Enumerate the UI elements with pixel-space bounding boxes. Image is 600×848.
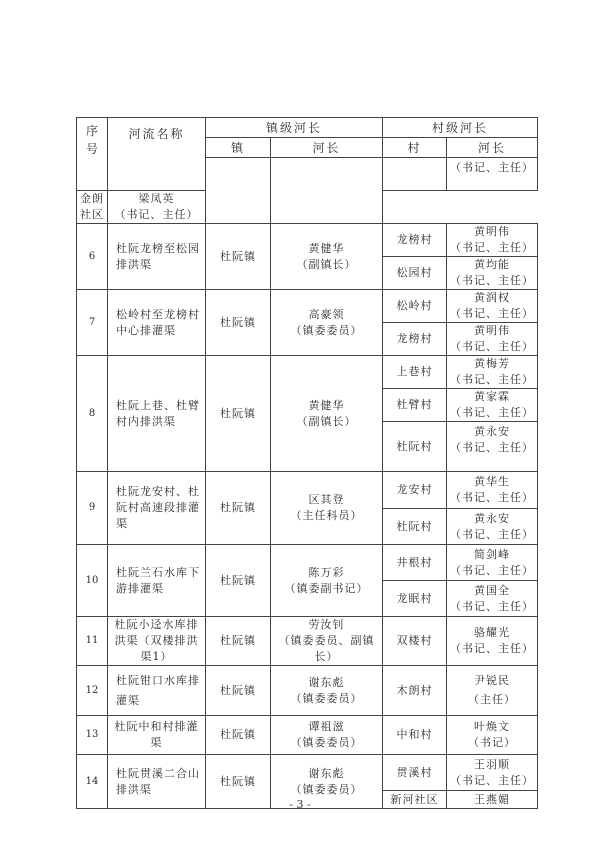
village-chief-cell: 黄永安 （书记、主任） [447, 422, 538, 472]
row-seq: 9 [77, 472, 108, 545]
header-seq: 序号 [77, 118, 108, 191]
village-cell: 双楼村 [383, 617, 447, 666]
town-chief-cell: 陈万彩 （镇委副书记） [271, 545, 383, 617]
town-cell: 杜阮镇 [206, 545, 271, 617]
village-chief-cell: 梁凤英 （书记、主任） [108, 191, 206, 224]
village-cell: 中和村 [383, 716, 447, 755]
town-cell: 杜阮镇 [206, 472, 271, 545]
header-town-chief: 河长 [271, 138, 383, 158]
river-name: 杜阮贯溪二合山排洪渠 [108, 755, 206, 809]
header-village-level: 村级河长 [383, 118, 538, 138]
village-cell: 杜阮村 [383, 509, 447, 545]
continuation-town [206, 158, 271, 224]
village-chief-cell: 王羽顺 （书记、主任） [447, 755, 538, 791]
header-river-name: 河流名称 [108, 118, 206, 191]
river-name: 杜阮钳口水库排灌渠 [108, 666, 206, 716]
page-number: - 3 - [289, 798, 311, 811]
header-town-level: 镇级河长 [206, 118, 383, 138]
town-cell: 杜阮镇 [206, 290, 271, 356]
village-cell: 龙榜村 [383, 224, 447, 257]
town-chief-cell: 谢东彪 （镇委委员） [271, 666, 383, 716]
village-cell: 龙榜村 [383, 323, 447, 356]
town-cell: 杜阮镇 [206, 356, 271, 472]
row-seq: 6 [77, 224, 108, 290]
row-seq: 14 [77, 755, 108, 809]
header-village: 村 [383, 138, 447, 158]
row-seq: 8 [77, 356, 108, 472]
village-chief-cell: 黄梅芳 （书记、主任） [447, 356, 538, 389]
row-seq: 12 [77, 666, 108, 716]
river-name: 杜阮中和村排灌渠 [108, 716, 206, 755]
village-cell: 井根村 [383, 545, 447, 581]
village-chief-cell: 黄明伟 （书记、主任） [447, 224, 538, 257]
village-chief-cell: 尹锐民 （主任） [447, 666, 538, 716]
village-chief-cell: 简剑峰 （书记、主任） [447, 545, 538, 581]
town-chief-cell: 黄健华 （副镇长） [271, 356, 383, 472]
row-seq: 11 [77, 617, 108, 666]
river-name: 杜阮小迳水库排洪渠（双楼排洪渠1） [108, 617, 206, 666]
river-chief-table [76, 117, 538, 809]
village-chief-cell: 黄家霖 （书记、主任） [447, 389, 538, 422]
town-cell: 杜阮镇 [206, 224, 271, 290]
village-chief-cell: 黄明伟 （书记、主任） [447, 323, 538, 356]
river-name: 杜阮龙榜至松园排洪渠 [108, 224, 206, 290]
row-seq: 13 [77, 716, 108, 755]
town-chief-cell: 高豪领 （镇委委员） [271, 290, 383, 356]
village-cell: 木朗村 [383, 666, 447, 716]
village-cell: 杜臂村 [383, 389, 447, 422]
header-town: 镇 [206, 138, 271, 158]
village-chief-cell: 黄润权 （书记、主任） [447, 290, 538, 323]
village-chief-cell: 黄华生 （书记、主任） [447, 472, 538, 509]
village-cell: 龙安村 [383, 472, 447, 509]
town-chief-cell: 黄健华 （副镇长） [271, 224, 383, 290]
header-village-chief: 河长 [447, 138, 538, 158]
row-seq: 10 [77, 545, 108, 617]
continuation-village-chief: （书记、主任） [447, 158, 538, 191]
village-chief-cell: 骆耀光 （书记、主任） [447, 617, 538, 666]
river-name: 杜阮上巷、杜臂村内排洪渠 [108, 356, 206, 472]
river-name: 杜阮龙安村、杜阮村高速段排灌渠 [108, 472, 206, 545]
town-cell: 杜阮镇 [206, 666, 271, 716]
village-chief-cell: 黄国全 （书记、主任） [447, 581, 538, 617]
town-cell: 杜阮镇 [206, 716, 271, 755]
continuation-village [383, 158, 447, 191]
village-cell: 杜阮村 [383, 422, 447, 472]
village-cell: 贯溪村 [383, 755, 447, 791]
village-chief-cell: 黄均能 （书记、主任） [447, 257, 538, 290]
river-name: 松岭村至龙榜村中心排灌渠 [108, 290, 206, 356]
town-cell: 杜阮镇 [206, 755, 271, 809]
continuation-town-chief [271, 158, 383, 224]
village-cell: 龙眠村 [383, 581, 447, 617]
town-cell: 杜阮镇 [206, 617, 271, 666]
village-cell: 上巷村 [383, 356, 447, 389]
town-chief-cell: 谭祖滋 （镇委委员） [271, 716, 383, 755]
village-chief-cell: 黄永安 （书记、主任） [447, 509, 538, 545]
river-name: 杜阮兰石水库下游排灌渠 [108, 545, 206, 617]
village-chief-cell: 叶焕文 （书记） [447, 716, 538, 755]
village-cell: 新河社区 [383, 791, 447, 809]
village-cell: 松岭村 [383, 290, 447, 323]
village-chief-cell: 王燕媚 [447, 791, 538, 809]
town-chief-cell: 区其登 （主任科员） [271, 472, 383, 545]
town-chief-cell: 谢东彪 （镇委委员） [271, 755, 383, 809]
row-seq: 7 [77, 290, 108, 356]
village-cell: 金朗社区 [77, 191, 108, 224]
town-chief-cell: 劳汝钊 （镇委委员、副镇长） [271, 617, 383, 666]
village-cell: 松园村 [383, 257, 447, 290]
